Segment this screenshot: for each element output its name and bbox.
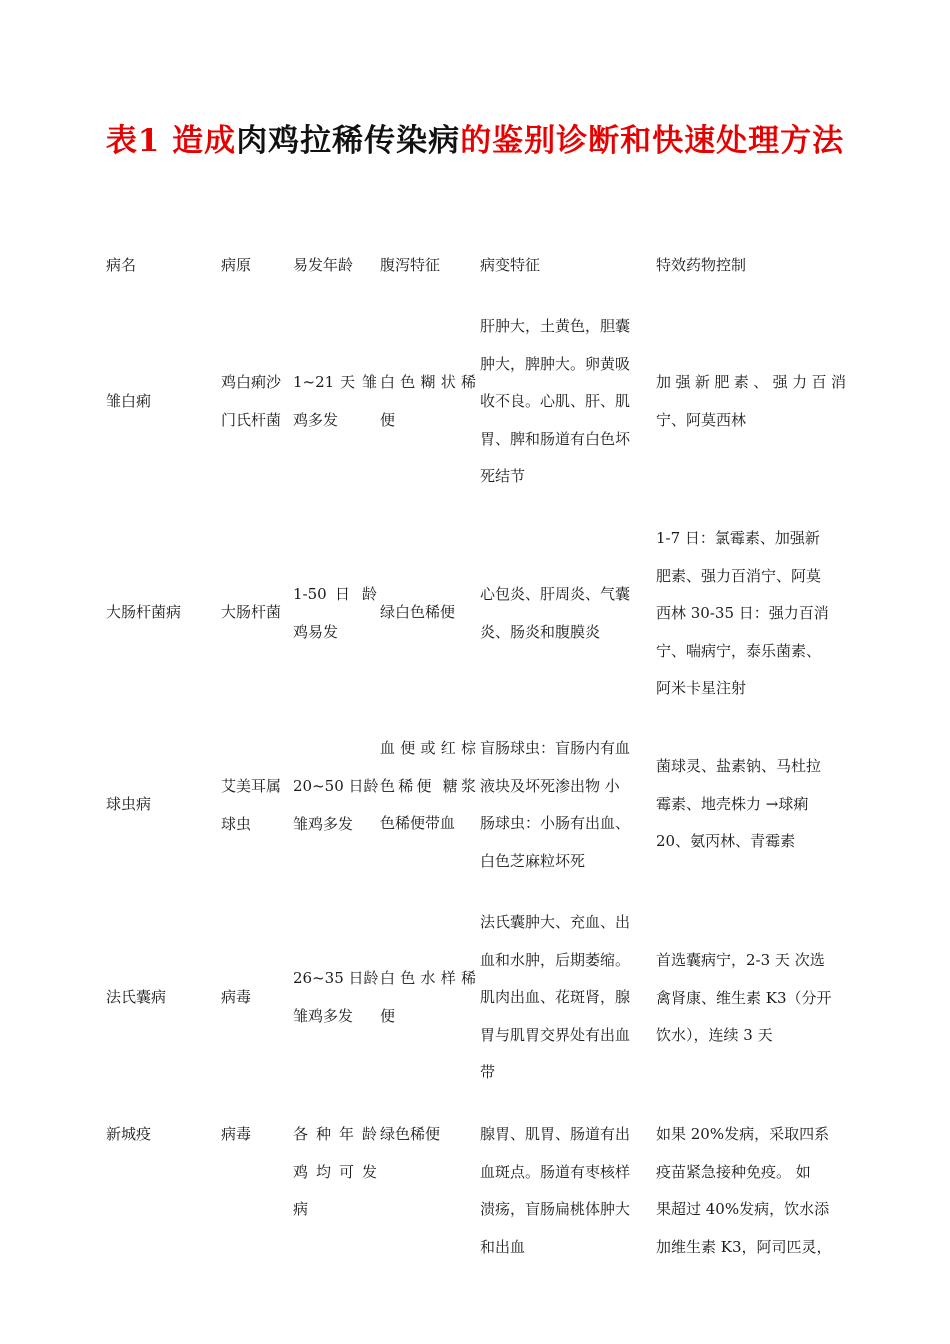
title-part-1: 表1 造成: [105, 123, 237, 159]
header-drug-control: 特效药物控制: [656, 256, 747, 274]
row-5-pathogen: 病毒: [221, 1125, 252, 1143]
row-3-lesion: 盲肠球虫：盲肠内有血 液块及坏死渗出物 小 肠球虫：小肠有出血、 白色芝麻粒坏死: [480, 739, 631, 870]
row-4-age: 26~35 日龄 雏鸡多发: [293, 969, 379, 1025]
row-3-diarrhea: 血便或红棕 色稀便 糖浆 色稀便带血: [380, 739, 476, 832]
row-4-lesion: 法氏囊肿大、充血、出 血和水肿，后期萎缩。 肌肉出血、花斑肾，腺 胃与肌胃交界处有出血 带: [480, 913, 631, 1081]
row-2-pathogen: 大肠杆菌: [221, 603, 282, 621]
row-5-drug: 如果 20%发病，采取四系 疫苗紧急接种免疫。 如 果超过 40%发病，饮水添 加维生素 K3，阿司匹灵，: [656, 1125, 832, 1256]
row-4-diarrhea: 白色水样稀 便: [380, 969, 476, 1025]
row-5-lesion: 腺胃、肌胃、肠道有出 血斑点。肠道有枣核样 溃疡，盲肠扁桃体肿大 和出血: [480, 1125, 631, 1256]
row-3-age: 20~50 日龄 雏鸡多发: [293, 777, 379, 833]
row-4-drug: 首选囊病宁，2-3 天 次选 禽肾康、维生素 K3（分开 饮水），连续 3 天: [656, 951, 832, 1044]
row-4-name: 法氏囊病: [106, 988, 167, 1006]
header-susceptible-age: 易发年龄: [293, 256, 354, 274]
header-pathogen: 病原: [221, 256, 252, 274]
row-1-diarrhea: 白色糊状稀 便: [380, 373, 476, 429]
row-1-drug: 加强新肥素、强力百消 宁、阿莫西林: [656, 373, 846, 429]
header-diarrhea-feature: 腹泻特征: [380, 256, 441, 274]
row-2-diarrhea: 绿白色稀便: [380, 603, 456, 621]
row-5-age: 各种年龄 鸡 均 可 发 病: [293, 1125, 377, 1218]
title-part-3: 的鉴别诊断和快速处理方法: [460, 123, 845, 159]
row-1-pathogen: 鸡白痢沙 门氏杆菌: [221, 373, 282, 429]
row-2-name: 大肠杆菌病: [106, 603, 182, 621]
title-part-2: 肉鸡拉稀传染病: [236, 123, 461, 159]
row-1-lesion: 肝肿大，土黄色，胆囊 肿大，脾肿大。卵黄吸 收不良。心肌、肝、肌 胃、脾和肠道有白色坏 死结节: [480, 317, 631, 485]
row-1-age: 1~21 天 雏 鸡多发: [293, 373, 377, 429]
row-2-drug: 1-7 日：氯霉素、加强新 肥素、强力百消宁、阿莫 西林 30-35 日：强力百消 宁、喘病宁，泰乐菌素、 阿米卡星注射: [656, 529, 829, 697]
row-2-lesion: 心包炎、肝周炎、气囊 炎、肠炎和腹膜炎: [480, 585, 631, 641]
row-3-drug: 菌球灵、盐素钠、马杜拉 霉素、地壳株力 →球痢 20、氨丙林、青霉素: [656, 757, 822, 850]
header-disease-name: 病名: [106, 256, 137, 274]
header-lesion-feature: 病变特征: [480, 256, 541, 274]
row-5-diarrhea: 绿色稀便: [380, 1125, 441, 1143]
row-4-pathogen: 病毒: [221, 988, 252, 1006]
row-1-name: 雏白痢: [106, 392, 152, 410]
document-title: [0, 115, 950, 160]
row-3-pathogen: 艾美耳属 球虫: [221, 777, 282, 833]
row-5-name: 新城疫: [106, 1125, 152, 1143]
row-3-name: 球虫病: [106, 795, 152, 813]
row-2-age: 1-50 日 龄 鸡易发: [293, 585, 377, 641]
